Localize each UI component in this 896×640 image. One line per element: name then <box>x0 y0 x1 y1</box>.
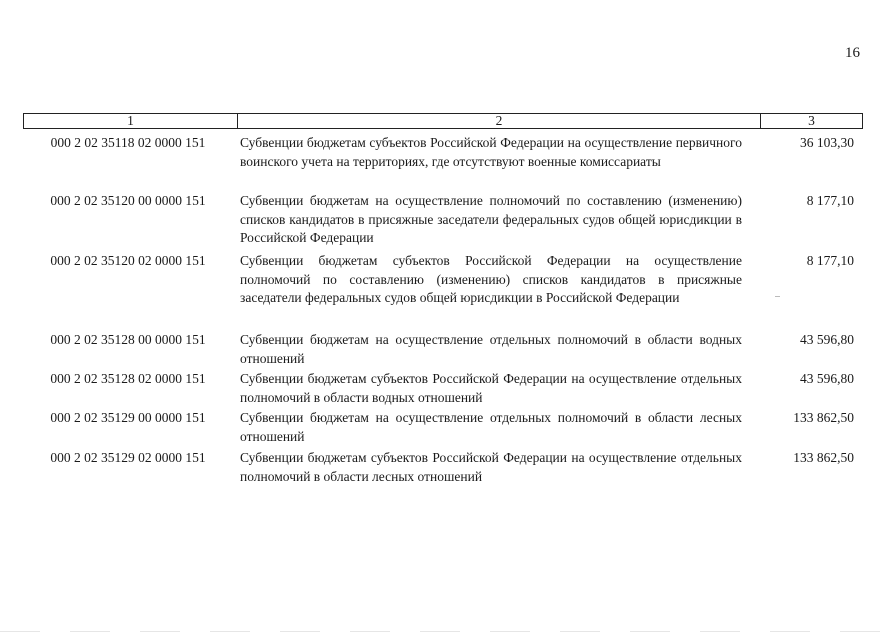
table-row <box>23 409 863 446</box>
description: Субвенции бюджетам субъектов Российской Федерации на осуществление первичного воинского учета на территориях, где отсутствуют военные комиссариаты <box>240 135 742 169</box>
table-row <box>23 192 863 248</box>
amount: 8 177,10 <box>806 253 854 268</box>
scan-artifact <box>0 631 896 632</box>
description: Субвенции бюджетам на осуществление отдельных полномочий в области водных отношений <box>240 332 742 366</box>
page-number: 16 <box>845 45 860 61</box>
table-row <box>23 252 863 308</box>
description: Субвенции бюджетам субъектов Российской Федерации на осуществление отдельных полномочий в области водных отношений <box>240 371 742 405</box>
header-col-2: 2 <box>238 114 761 128</box>
description: Субвенции бюджетам на осуществление полномочий по составлению (изменению) списков кандидатов в присяжные заседатели федеральных судов общей юрисдикции в Российской Федерации <box>240 193 742 245</box>
table-row <box>23 134 863 171</box>
description: Субвенции бюджетам субъектов Российской Федерации на осуществление полномочий по составлению (изменению) списков кандидатов в присяжные заседатели федеральных судов общей юрисдикции в Российской Федерации <box>240 253 742 305</box>
header-col-1: 1 <box>24 114 238 128</box>
budget-code: 000 2 02 35120 00 0000 151 <box>50 193 206 208</box>
header-col-3: 3 <box>808 113 815 128</box>
table-row <box>23 370 863 407</box>
budget-code: 000 2 02 35129 02 0000 151 <box>50 450 206 465</box>
description: Субвенции бюджетам субъектов Российской Федерации на осуществление отдельных полномочий в области лесных отношений <box>240 450 742 484</box>
scan-artifact <box>775 296 780 297</box>
table-header <box>23 113 863 129</box>
description: Субвенции бюджетам на осуществление отдельных полномочий в области лесных отношений <box>240 410 742 444</box>
table-row <box>23 449 863 486</box>
table-row <box>23 331 863 368</box>
budget-code: 000 2 02 35120 02 0000 151 <box>50 253 206 268</box>
amount: 133 862,50 <box>793 410 854 425</box>
budget-code: 000 2 02 35129 00 0000 151 <box>50 410 206 425</box>
budget-code: 000 2 02 35118 02 0000 151 <box>50 135 206 150</box>
budget-code: 000 2 02 35128 00 0000 151 <box>50 332 206 347</box>
amount: 43 596,80 <box>800 371 854 386</box>
amount: 43 596,80 <box>800 332 854 347</box>
amount: 36 103,30 <box>800 135 854 150</box>
amount: 133 862,50 <box>793 450 854 465</box>
amount: 8 177,10 <box>806 193 854 208</box>
budget-code: 000 2 02 35128 02 0000 151 <box>50 371 206 386</box>
